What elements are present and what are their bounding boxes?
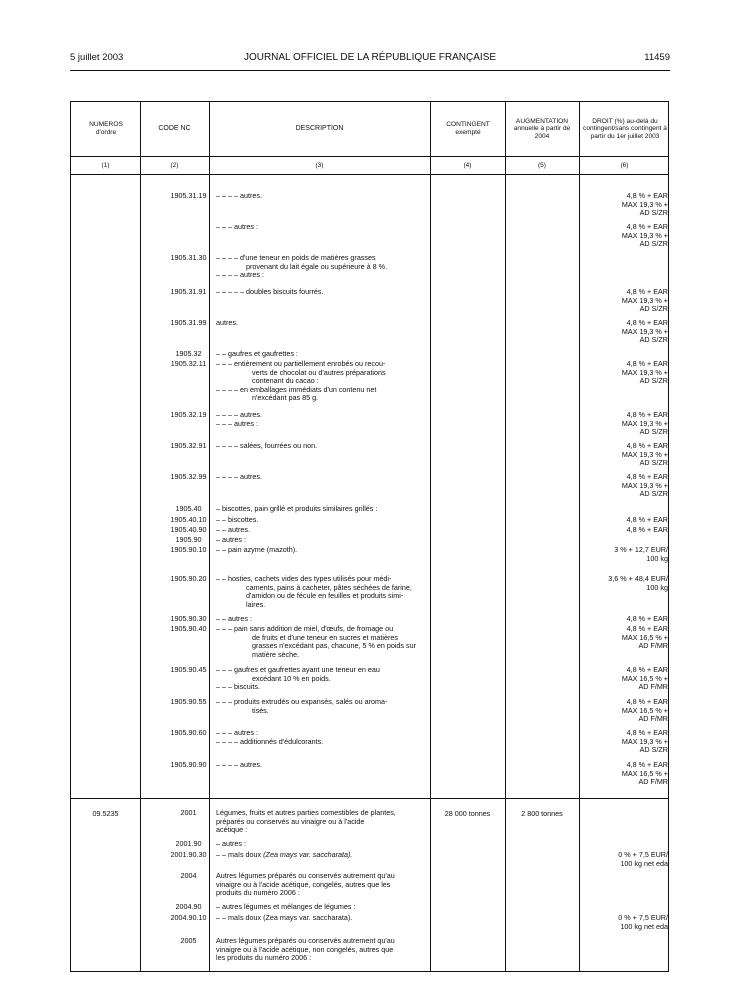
col-number-4: (4) [463, 162, 472, 169]
duty-rate [598, 729, 668, 755]
duty-line: MAX 16,5 % + [621, 673, 668, 683]
duty-line: MAX 19,3 % + [621, 736, 668, 746]
nc-code: 1905.90.90 [170, 760, 207, 769]
col-header-increase: AUGMENTATION annuelle à partir de 2004 [513, 117, 571, 140]
duty-rate [598, 319, 668, 345]
description-line: – – hosties, cachets vides des types utilisés pour médi- [216, 574, 392, 583]
duty-line: AD F/MR [638, 714, 668, 724]
description-line: – – – – salées, fourrées ou non. [216, 441, 318, 450]
description-line: d'amidon ou de fécule en feuilles et produits simi- [246, 591, 404, 601]
journal-title: JOURNAL OFFICIEL DE LA RÉPUBLIQUE FRANÇAISE [243, 52, 497, 63]
duty-rate [598, 360, 668, 386]
description-line: préparés ou conservés au vinaigre ou à l'acide [216, 816, 365, 826]
duty-line: 3 % + 12,7 EUR/ [614, 545, 668, 554]
nc-code: 1905.32.99 [170, 472, 207, 481]
description-line: – – – gaufres et gaufrettes ayant une teneur en eau [216, 665, 380, 674]
description [216, 350, 428, 359]
duty-line: AD S/ZR [639, 458, 668, 468]
description [216, 851, 428, 860]
duty-rate [598, 442, 668, 468]
duty-line: 100 kg [646, 582, 668, 592]
duty-rate [598, 761, 668, 787]
duty-rate [598, 575, 668, 592]
description [216, 505, 428, 514]
duty-line: MAX 16,5 % + [621, 632, 668, 642]
nc-code: 1905.90.40 [170, 624, 207, 633]
duty-line: AD S/ZR [639, 335, 668, 345]
duty-line: 100 kg [646, 553, 668, 563]
duty-rate [598, 411, 668, 437]
nc-code: 2005 [180, 936, 197, 945]
col-number-2: (2) [170, 162, 179, 169]
description-line: – – autres : [216, 614, 252, 623]
description-line: – – – – autres. [216, 472, 262, 481]
description-line: contenant du cacao : [252, 376, 319, 386]
duty-line: AD S/ZR [639, 427, 668, 437]
duty-line: 4,8 % + EAR [626, 359, 668, 368]
col-divider-5 [579, 102, 580, 971]
description [216, 526, 428, 535]
description-line: grasses n'excédant pas, chacune, 5 % en poids sur [252, 641, 416, 651]
col-number-3: (3) [315, 162, 324, 169]
description-line: – – biscottes. [216, 515, 259, 524]
description-line: – – – – autres. [216, 760, 262, 769]
duty-rate [598, 615, 668, 624]
col-header-description: DESCRIPTION [295, 125, 344, 133]
description-line: – autres : [216, 535, 246, 544]
duty-line: 4,8 % + EAR [626, 697, 668, 706]
nc-code: 1905.32 [175, 349, 202, 358]
col-divider-4 [505, 102, 506, 971]
description [216, 473, 428, 482]
description-line: – – maïs doux (Zea mays var. saccharata). [216, 913, 353, 922]
nc-code: 1905.90.10 [170, 545, 207, 554]
description-line: – – autres. [216, 525, 250, 534]
duty-line: 100 kg net eda [620, 921, 668, 931]
duty-rate [598, 625, 668, 651]
duty-rate [598, 192, 668, 218]
duty-rate [598, 526, 668, 535]
nc-code: 1905.90 [175, 535, 202, 544]
duty-line: 4,8 % + EAR [626, 472, 668, 481]
description [216, 615, 428, 624]
description-line: produits du numéro 2006 : [216, 888, 300, 898]
duty-line: MAX 19,3 % + [621, 326, 668, 336]
duty-line: MAX 16,5 % + [621, 768, 668, 778]
duty-rate [598, 914, 668, 931]
col-header-quota: CONTINGENT exempté [446, 121, 490, 136]
duty-line: AD S/ZR [639, 239, 668, 249]
issue-date: 5 juillet 2003 [70, 52, 124, 63]
duty-line: AD F/MR [638, 777, 668, 787]
description-line: – – – biscuits. [216, 682, 260, 692]
col-header-code: CODE NC [158, 125, 191, 133]
duty-line: MAX 19,3 % + [621, 199, 668, 209]
nc-code: 1905.90.55 [170, 697, 207, 706]
nc-code: 2004.90 [175, 902, 202, 911]
description-line: – – – autres : [216, 728, 258, 737]
nc-code: 1905.90.30 [170, 614, 207, 623]
duty-line: 4,8 % + EAR [626, 410, 668, 419]
duty-line: AD S/ZR [639, 745, 668, 755]
description-line: – – – pain sans addition de miel, d'œufs, de fromage ou [216, 624, 394, 633]
description-line: excédant 10 % en poids. [252, 673, 331, 683]
description-line: – – – – – doubles biscuits fourrés. [216, 287, 324, 296]
nc-code: 2001.90.30 [170, 850, 207, 859]
nc-code: 1905.31.91 [170, 287, 207, 296]
description-line: – – – produits extrudés ou expansés, salés ou aroma- [216, 697, 388, 706]
nc-code: 1905.31.30 [170, 253, 207, 262]
description [216, 516, 428, 525]
duty-line: AD S/ZR [639, 489, 668, 499]
annual-increase: 2 800 tonnes [521, 809, 563, 818]
nc-code: 1905.40.10 [170, 515, 207, 524]
duty-line: MAX 19,3 % + [621, 449, 668, 459]
description [216, 319, 428, 328]
description-line [216, 851, 428, 860]
description-line: – – – entièrement ou partiellement enrobés ou recou- [216, 359, 386, 368]
duty-line: MAX 19,3 % + [621, 480, 668, 490]
description [216, 442, 428, 451]
tariff-table [70, 101, 669, 972]
duty-line: 4,8 % + EAR [626, 441, 668, 450]
duty-line: 4,8 % + EAR [626, 665, 668, 674]
duty-line: 4,8 % + EAR [626, 728, 668, 737]
duty-line: 4,8 % + EAR [626, 222, 668, 231]
col-header-duty: DROIT (%) au-delà du contingent/sans contingent à partir du 1er juillet 2003 [583, 117, 667, 140]
description-line: vinaigre ou à l'acide acétique, non congelés, autres que [216, 944, 394, 954]
nc-code: 1905.32.11 [170, 359, 207, 368]
description-line: – – – – d'une teneur en poids de matières grasses [216, 253, 376, 262]
duty-line: AD F/MR [638, 641, 668, 651]
duty-line: 4,8 % + EAR [626, 624, 668, 633]
description-line: – biscottes, pain grillé et produits similaires grillés : [216, 504, 378, 513]
description-line: vinaigre ou à l'acide acétique, congelés, autres que les [216, 879, 391, 889]
nc-code: 2004 [180, 871, 197, 880]
col-number-5: (5) [538, 162, 546, 169]
description-line: acétique : [216, 825, 248, 835]
description [216, 575, 428, 609]
description-line: – – pain azyme (mazoth). [216, 545, 298, 554]
description-line: Légumes, fruits et autres parties comestibles de plantes, [216, 808, 396, 817]
description-line: provenant du lait égale ou supérieure à 8 %. [246, 261, 388, 271]
description-line: – autres : [216, 839, 246, 848]
description-line: laires. [246, 599, 266, 609]
duty-rate [598, 666, 668, 692]
duty-line: 0 % + 7,5 EUR/ [618, 913, 668, 922]
description-line: – – – autres : [216, 418, 258, 428]
description-line: verts de chocolat ou d'autres préparations [252, 367, 386, 377]
page-header [70, 52, 670, 66]
duty-rate [598, 546, 668, 563]
duty-line: 100 kg net eda [620, 858, 668, 868]
col-header-order: NUMEROS d'ordre [89, 121, 123, 136]
description-line: – autres légumes et mélanges de légumes : [216, 902, 356, 911]
duty-rate [598, 851, 668, 868]
col-number-1: (1) [101, 162, 110, 169]
nc-code: 2004.90.10 [170, 913, 207, 922]
nc-code: 1905.31.99 [170, 318, 207, 327]
duty-rate [598, 473, 668, 499]
nc-code: 1905.32.91 [170, 441, 207, 450]
duty-line: MAX 19,3 % + [621, 295, 668, 305]
description [216, 698, 428, 715]
description [216, 192, 428, 201]
duty-rate [598, 698, 668, 724]
duty-rate [598, 516, 668, 525]
duty-line: MAX 16,5 % + [621, 705, 668, 715]
header-rule [70, 70, 670, 71]
nc-code: 1905.90.60 [170, 728, 207, 737]
description-line: – – – – autres : [216, 270, 264, 280]
duty-line: 4,8 % + EAR [626, 191, 668, 200]
duty-line: MAX 19,3 % + [621, 367, 668, 377]
description [216, 411, 428, 428]
description [216, 840, 428, 849]
duty-line: MAX 19,3 % + [621, 230, 668, 240]
nc-code: 2001.90 [175, 839, 202, 848]
nc-code: 1905.90.45 [170, 665, 207, 674]
order-number: 09.5235 [92, 809, 119, 818]
description [216, 761, 428, 770]
quota-amount: 28 000 tonnes [444, 809, 491, 818]
duty-line: 0 % + 7,5 EUR/ [618, 850, 668, 859]
description [216, 903, 428, 912]
description-line: Autres légumes préparés ou conservés autrement qu'au [216, 871, 395, 880]
description-line: Autres légumes préparés ou conservés autrement qu'au [216, 936, 395, 945]
description [216, 223, 428, 232]
description-line: matière sèche. [252, 649, 300, 659]
col-number-6: (6) [620, 162, 629, 169]
description-line: les produits du numéro 2006 : [216, 953, 312, 963]
description-line: – – gaufres et gaufrettes : [216, 349, 298, 358]
description [216, 536, 428, 545]
species-name: (Zea mays var. saccharata). [263, 850, 353, 859]
duty-line: AD F/MR [638, 682, 668, 692]
description-line: – – – – autres. [216, 410, 262, 419]
duty-line: 3,6 % + 48,4 EUR/ [608, 574, 668, 583]
nc-code: 1905.40.90 [170, 525, 207, 534]
description-line: – – – – additionnés d'édulcorants. [216, 736, 324, 746]
nc-code: 1905.31.19 [170, 191, 207, 200]
description-line: – – – autres : [216, 222, 258, 231]
duty-rate [598, 223, 668, 249]
duty-line: 4,8 % + EAR [626, 760, 668, 769]
nc-code: 1905.40 [175, 504, 202, 513]
description-line: autres. [216, 318, 238, 327]
duty-line: 4,8 % + EAR [626, 525, 668, 534]
duty-line: 4,8 % + EAR [626, 515, 668, 524]
nc-code: 2001 [180, 808, 197, 817]
duty-line: AD S/ZR [639, 376, 668, 386]
description [216, 914, 428, 923]
description-text: – – maïs doux [216, 850, 264, 859]
description [216, 254, 428, 280]
nc-code: 1905.32.19 [170, 410, 207, 419]
duty-line: 4,8 % + EAR [626, 318, 668, 327]
description [216, 546, 428, 555]
description-line: – – – – autres. [216, 191, 262, 200]
description-line: tisés. [252, 705, 269, 715]
duty-line: AD S/ZR [639, 208, 668, 218]
duty-line: 4,8 % + EAR [626, 287, 668, 296]
nc-code: 1905.90.20 [170, 574, 207, 583]
description [216, 625, 428, 659]
duty-rate [598, 288, 668, 314]
description-line: caments, pains à cacheter, pâtes séchées de farine, [246, 582, 412, 592]
description [216, 809, 428, 835]
col-divider-3 [430, 102, 431, 971]
duty-line: AD S/ZR [639, 304, 668, 314]
description [216, 666, 428, 692]
duty-line: MAX 19,3 % + [621, 418, 668, 428]
description [216, 729, 428, 746]
description [216, 937, 428, 963]
page-number: 11459 [644, 52, 670, 63]
duty-line: 4,8 % + EAR [626, 614, 668, 623]
description-line: de fruits et d'une teneur en sucres et matières [252, 632, 398, 642]
description-line: n'excédant pas 85 g. [252, 393, 319, 403]
description [216, 360, 428, 403]
description-line: – – – – en emballages immédiats d'un contenu net [216, 384, 377, 394]
description [216, 872, 428, 898]
description [216, 288, 428, 297]
